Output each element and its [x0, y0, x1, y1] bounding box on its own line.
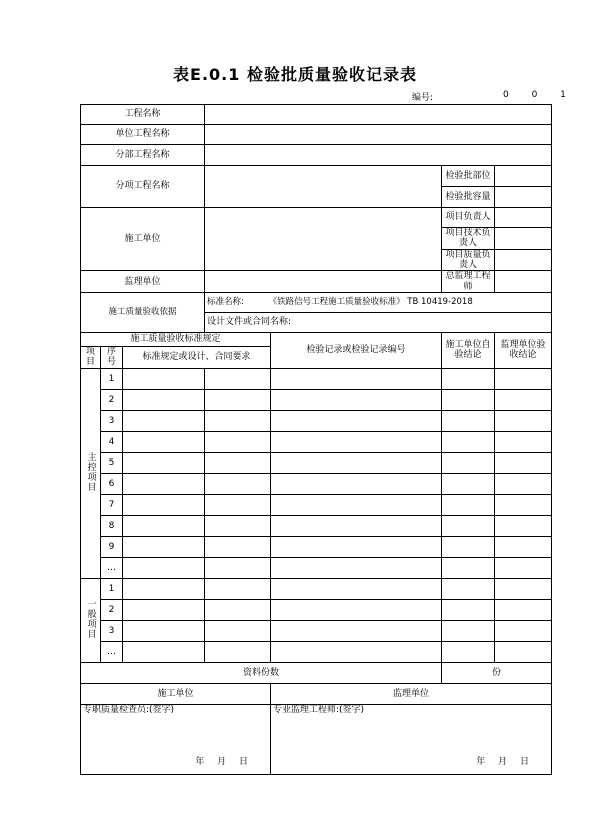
requirement-detail-cell[interactable] [205, 368, 271, 389]
seq-cell: 6 [101, 473, 123, 494]
record-cell[interactable] [271, 431, 442, 452]
requirement-cell[interactable] [123, 515, 205, 536]
requirement-detail-cell[interactable] [205, 410, 271, 431]
division-project-label: 分部工程名称 [81, 145, 205, 166]
page-title: 表E.0.1 检验批质量验收记录表 [173, 65, 417, 84]
self-check-header: 施工单位自验结论 [442, 333, 495, 369]
doc-count-label: 资料份数 [81, 662, 442, 683]
record-cell[interactable] [271, 578, 442, 599]
project-manager-label: 项目负责人 [442, 208, 495, 228]
self-check-cell[interactable] [442, 599, 495, 620]
table-row [81, 389, 552, 410]
table-row [81, 557, 552, 578]
supervisor-check-cell[interactable] [495, 389, 552, 410]
supervisor-signature-box[interactable] [271, 704, 552, 774]
requirement-detail-cell[interactable] [205, 620, 271, 641]
supervisor-date: 年 月 日 [476, 757, 529, 768]
tech-manager-field[interactable] [495, 228, 552, 250]
supervisor-check-cell[interactable] [495, 557, 552, 578]
table-row [81, 620, 552, 641]
supervisor-check-cell[interactable] [495, 452, 552, 473]
requirement-cell[interactable] [123, 452, 205, 473]
record-cell[interactable] [271, 599, 442, 620]
project-name-field[interactable] [205, 105, 552, 125]
supervisor-check-cell[interactable] [495, 515, 552, 536]
self-check-cell[interactable] [442, 410, 495, 431]
general-items-group [81, 578, 552, 662]
supervisor-check-cell[interactable] [495, 536, 552, 557]
table-row [81, 410, 552, 431]
self-check-cell[interactable] [442, 368, 495, 389]
self-check-cell[interactable] [442, 536, 495, 557]
standard-name-cell[interactable] [205, 293, 552, 313]
record-header: 检验记录或检验记录编号 [271, 333, 442, 369]
requirement-cell[interactable] [123, 578, 205, 599]
requirement-detail-cell[interactable] [205, 641, 271, 662]
requirement-cell[interactable] [123, 641, 205, 662]
requirement-detail-cell[interactable] [205, 431, 271, 452]
requirement-detail-cell[interactable] [205, 452, 271, 473]
seq-cell: 8 [101, 515, 123, 536]
chief-supervisor-field[interactable] [495, 271, 552, 293]
design-docs-cell[interactable] [205, 313, 552, 333]
self-check-cell[interactable] [442, 389, 495, 410]
requirement-cell[interactable] [123, 389, 205, 410]
requirement-detail-cell[interactable] [205, 515, 271, 536]
table-row [81, 368, 552, 389]
self-check-cell[interactable] [442, 641, 495, 662]
standard-name-label: 标准名称: [207, 296, 244, 307]
record-cell[interactable] [271, 641, 442, 662]
code-label: 编号: [412, 93, 434, 103]
batch-capacity-field[interactable] [495, 187, 552, 208]
supervisor-check-cell[interactable] [495, 431, 552, 452]
construction-unit-field[interactable] [205, 208, 442, 271]
item-header: 项目 [81, 347, 101, 369]
requirement-header: 标准规定或设计、合同要求 [123, 347, 271, 369]
table-row [81, 515, 552, 536]
record-cell[interactable] [271, 473, 442, 494]
seq-cell: … [101, 641, 123, 662]
supervisor-check-cell[interactable] [495, 410, 552, 431]
supervisor-check-cell[interactable] [495, 473, 552, 494]
seq-cell: 3 [101, 620, 123, 641]
self-check-cell[interactable] [442, 431, 495, 452]
requirement-cell[interactable] [123, 473, 205, 494]
standard-name-value: 《铁路信号工程施工质量验收标准》 TB 10419-2018 [268, 296, 473, 307]
chief-supervisor-label: 总监理工程师 [442, 271, 495, 293]
construction-sign-header: 施工单位 [81, 683, 271, 704]
record-cell[interactable] [271, 452, 442, 473]
inspector-label: 专职质量检查员:(签字) [83, 704, 175, 715]
supervisor-check-cell[interactable] [495, 578, 552, 599]
supervision-unit-label: 监理单位 [81, 271, 205, 293]
general-items-label-cell [81, 578, 101, 662]
requirement-detail-cell[interactable] [205, 389, 271, 410]
supervisor-check-cell[interactable] [495, 620, 552, 641]
self-check-cell[interactable] [442, 620, 495, 641]
supervisor-check-cell[interactable] [495, 368, 552, 389]
tech-manager-label: 项目技术负责人 [442, 228, 495, 250]
requirement-detail-cell[interactable] [205, 473, 271, 494]
self-check-cell[interactable] [442, 557, 495, 578]
seq-cell: 7 [101, 494, 123, 515]
seq-cell: … [101, 557, 123, 578]
project-name-label: 工程名称 [81, 105, 205, 125]
requirement-cell[interactable] [123, 368, 205, 389]
inspection-form [80, 104, 552, 775]
seq-cell: 3 [101, 410, 123, 431]
requirement-cell[interactable] [123, 494, 205, 515]
self-check-cell[interactable] [442, 452, 495, 473]
seq-cell: 1 [101, 578, 123, 599]
record-cell[interactable] [271, 389, 442, 410]
code-value[interactable]: 0 0 1 [503, 90, 576, 100]
main-items-label: 主控项目 [85, 451, 96, 492]
quality-manager-label: 项目质量负责人 [442, 249, 495, 271]
self-check-cell[interactable] [442, 578, 495, 599]
seq-cell: 5 [101, 452, 123, 473]
supervisor-label: 专业监理工程师:(签字) [273, 704, 365, 715]
self-check-cell[interactable] [442, 473, 495, 494]
design-docs-label: 设计文件或合同名称: [207, 317, 292, 328]
seq-cell: 1 [101, 368, 123, 389]
requirement-detail-cell[interactable] [205, 599, 271, 620]
table-row [81, 536, 552, 557]
supervisor-check-cell[interactable] [495, 641, 552, 662]
record-cell[interactable] [271, 536, 442, 557]
record-cell[interactable] [271, 620, 442, 641]
table-row [81, 431, 552, 452]
record-cell[interactable] [271, 515, 442, 536]
inspector-date: 年 月 日 [195, 757, 248, 768]
batch-location-label: 检验批部位 [442, 166, 495, 187]
requirement-cell[interactable] [123, 410, 205, 431]
seq-cell: 2 [101, 389, 123, 410]
project-manager-field[interactable] [495, 208, 552, 228]
supervisor-check-cell[interactable] [495, 599, 552, 620]
unit-project-label: 单位工程名称 [81, 125, 205, 145]
batch-location-field[interactable] [495, 166, 552, 187]
requirement-detail-cell[interactable] [205, 578, 271, 599]
division-project-field[interactable] [205, 145, 552, 166]
requirement-cell[interactable] [123, 431, 205, 452]
main-items-label-cell [81, 368, 101, 578]
acceptance-basis-label: 施工质量验收依据 [81, 293, 205, 333]
table-row [81, 452, 552, 473]
record-cell[interactable] [271, 494, 442, 515]
subdivision-project-field[interactable] [205, 166, 442, 208]
requirement-detail-cell[interactable] [205, 494, 271, 515]
construction-unit-label: 施工单位 [81, 208, 205, 271]
unit-project-field[interactable] [205, 125, 552, 145]
doc-count-unit[interactable]: 份 [442, 662, 552, 683]
self-check-cell[interactable] [442, 515, 495, 536]
table-row [81, 599, 552, 620]
requirement-cell[interactable] [123, 599, 205, 620]
table-row [81, 578, 552, 599]
main-items-group [81, 368, 552, 578]
table-row [81, 494, 552, 515]
self-check-cell[interactable] [442, 494, 495, 515]
inspector-signature-box[interactable] [81, 704, 271, 774]
supervisor-check-header: 监理单位验收结论 [495, 333, 552, 369]
seq-cell: 2 [101, 599, 123, 620]
seq-cell: 4 [101, 431, 123, 452]
criteria-header: 施工质量验收标准规定 [81, 333, 271, 347]
table-row [81, 473, 552, 494]
batch-capacity-label: 检验批容量 [442, 187, 495, 208]
requirement-cell[interactable] [123, 557, 205, 578]
record-cell[interactable] [271, 410, 442, 431]
table-row [81, 641, 552, 662]
requirement-detail-cell[interactable] [205, 536, 271, 557]
quality-manager-field[interactable] [495, 249, 552, 271]
supervision-sign-header: 监理单位 [271, 683, 552, 704]
requirement-cell[interactable] [123, 536, 205, 557]
record-cell[interactable] [271, 557, 442, 578]
subdivision-project-label: 分项工程名称 [81, 166, 205, 208]
requirement-cell[interactable] [123, 620, 205, 641]
general-items-label: 一般项目 [85, 598, 96, 639]
seq-cell: 9 [101, 536, 123, 557]
seq-header: 序号 [101, 347, 123, 369]
requirement-detail-cell[interactable] [205, 557, 271, 578]
supervision-unit-field[interactable] [205, 271, 442, 293]
record-cell[interactable] [271, 368, 442, 389]
supervisor-check-cell[interactable] [495, 494, 552, 515]
